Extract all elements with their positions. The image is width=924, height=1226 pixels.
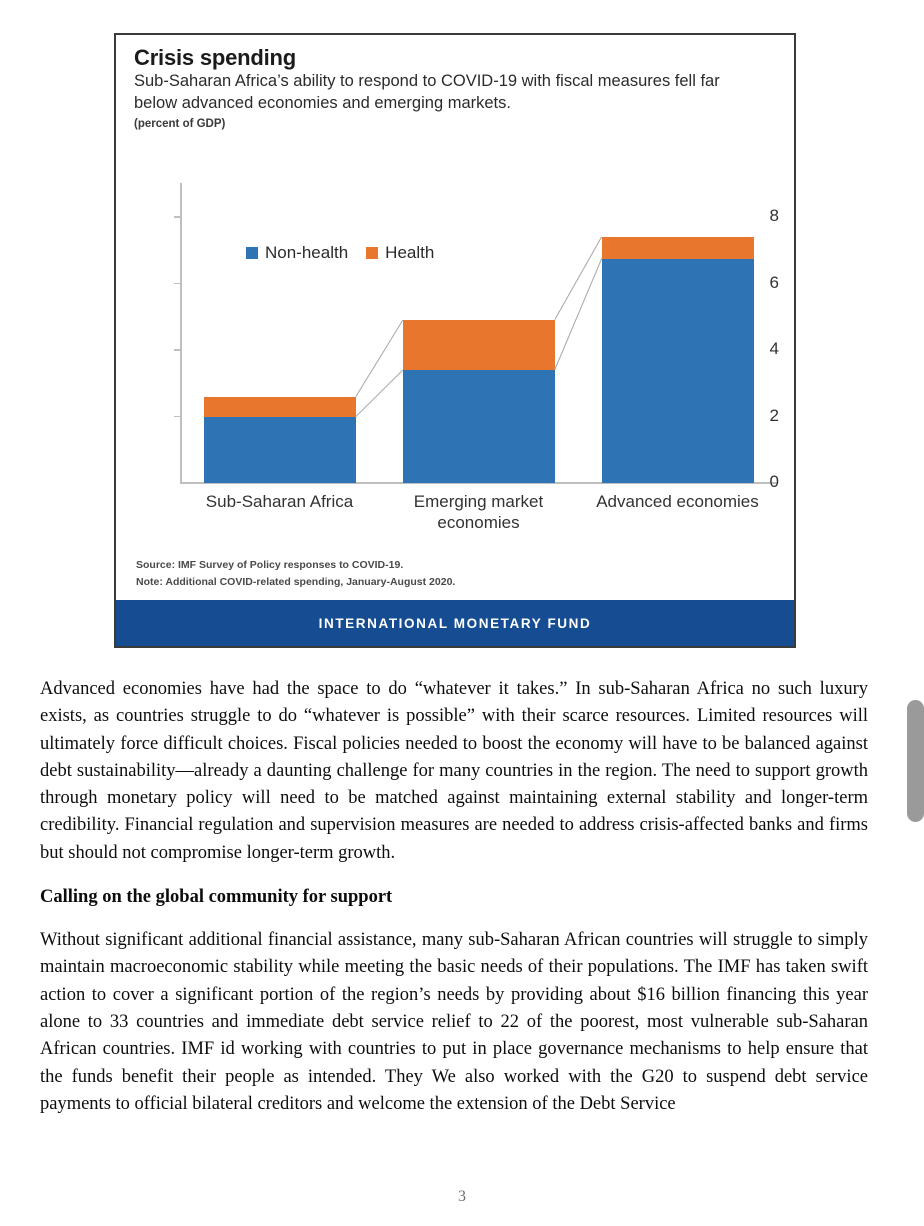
figure-footnotes [136,557,455,590]
legend-item [366,243,434,263]
bar-top-connector [554,236,602,320]
y-axis-tick-label: 4 [769,339,779,358]
bar-segment-non-health [602,259,754,483]
legend-item [246,243,348,263]
x-axis-category-label: Emerging market economies [413,492,544,533]
figure-inner [116,35,794,646]
legend-label: Health [385,243,435,262]
figure-additional-note: Note: Additional COVID-related spending, January-August 2020. [136,575,456,588]
imf-chart-figure [114,33,796,648]
chart-bar [403,320,555,483]
body-paragraph-2: Without significant additional financial assistance, many sub-Saharan African countries will struggle to simply maintain macroeconomic stability while meeting the basic needs of their populations. The IMF has taken swift action to cover a significant portion of the region’s needs by providing about $16 billion financing this year alone to 33 countries and immediate debt service relief to 22 of the poorest, most vulnerable sub-Saharan African countries. IMF id working with countries to put in place governance mechanisms to help ensure that the funds benefit their people as intended. They We also worked with the G20 to suspend debt service payments to official bilateral creditors and welcome the extension of the Debt Service [40,930,868,1114]
segment-boundary-connector [554,258,602,370]
imf-banner-label: INTERNATIONAL MONETARY FUND [318,615,592,631]
segment-boundary-connector [355,369,403,417]
page-number: 3 [458,1188,466,1205]
x-axis-category-label: Advanced economies [596,492,759,511]
y-axis-tick-label: 6 [769,272,779,292]
document-body [40,676,868,1118]
figure-subtitle: Sub-Saharan Africa’s ability to respond to COVID-19 with fiscal measures fell far below advanced economies and emerging markets. [134,72,720,112]
imf-footer-banner [116,600,794,646]
bar-segment-health [204,397,356,417]
scrollbar-thumb[interactable] [907,700,924,822]
chart-bar [204,397,356,483]
bar-segment-health [403,320,555,370]
y-axis-tick-label: 2 [769,405,779,425]
bar-segment-health [602,237,754,259]
chart-bar [602,237,754,483]
body-paragraph-1: Advanced economies have had the space to do “whatever it takes.” In sub-Saharan Africa no such luxury exists, as countries struggle to do “whatever is possible” with their scarce resources. Limited resources will ultimately force difficult choices. Fiscal policies needed to boost the economy will have to be balanced against debt sustainability—already a daunting challenge for many countries in the region. The need to support growth through monetary policy will need to be matched against maintaining external stability and longer-term credibility. Financial regulation and supervision measures are needed to address crisis-affected banks and firms but should not compromise longer-term growth. [40,679,868,863]
bar-top-connector [355,319,403,396]
section-heading-1: Calling on the global community for support [40,887,393,908]
figure-title: Crisis spending [134,45,297,70]
bar-segment-non-health [204,417,356,484]
bar-segment-non-health [403,370,555,483]
y-axis-tick-label: 8 [769,206,779,225]
figure-units-label: (percent of GDP) [134,118,226,131]
legend-label: Non-health [265,243,349,262]
figure-source-note: Source: IMF Survey of Policy responses to COVID-19. [136,559,404,572]
bars-layer [180,175,777,483]
chart-legend [246,243,434,263]
legend-swatch-icon [366,247,378,259]
x-axis-category-label: Sub-Saharan Africa [205,492,354,511]
y-axis-tick-label: 0 [769,472,779,491]
legend-swatch-icon [246,247,258,259]
chart-plot-area [134,175,779,550]
